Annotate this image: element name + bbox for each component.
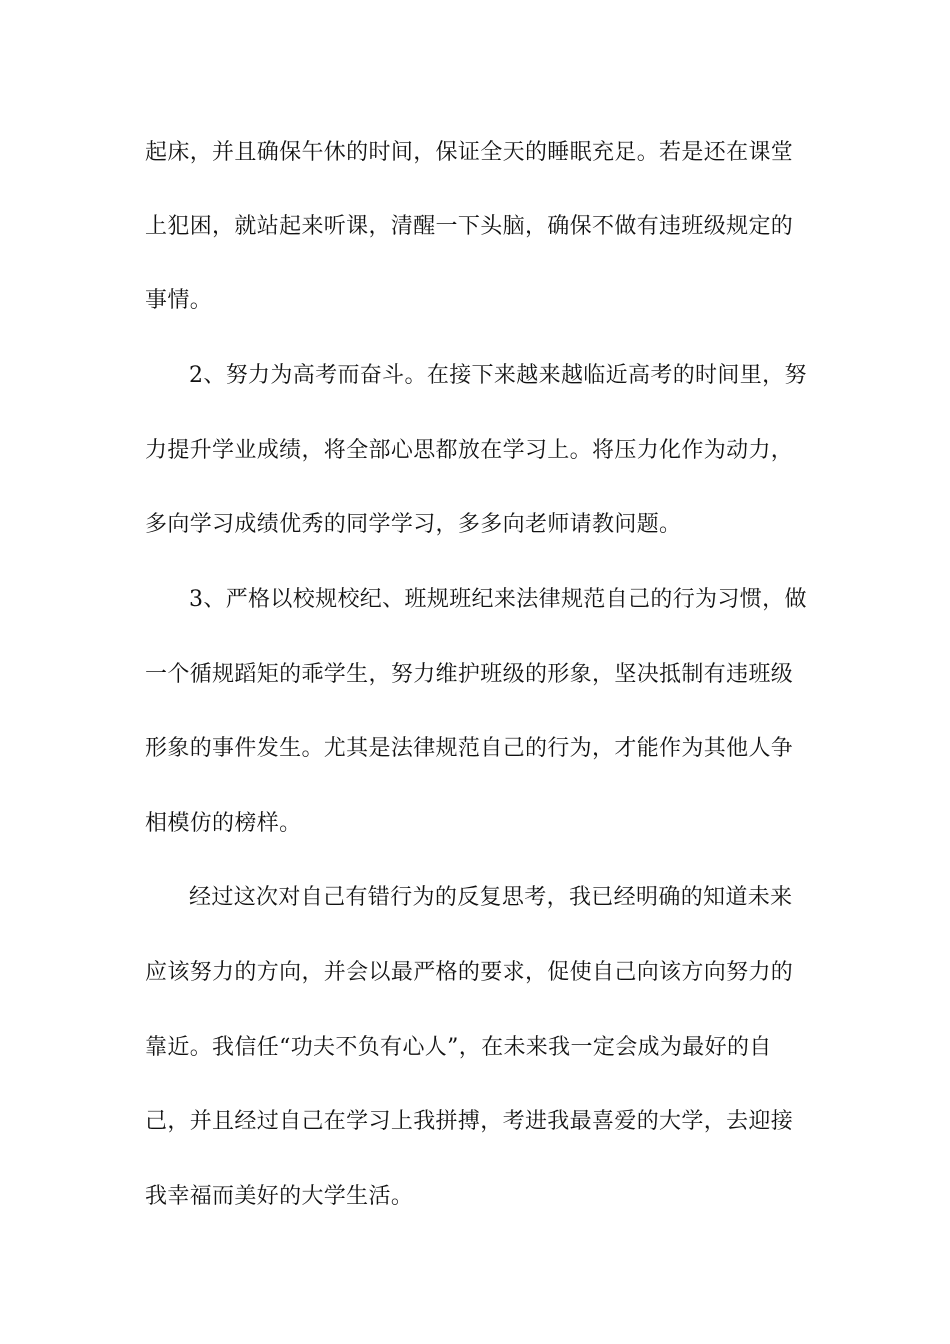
paragraph-first-line: 2、努力为高考而奋斗。在接下来越来越临近高考的时间里，努 [189, 363, 807, 388]
text-line: 事情。 [145, 288, 213, 313]
text-line: 起床，并且确保午休的时间，保证全天的睡眠充足。若是还在课堂 [145, 140, 794, 165]
text-line: 己，并且经过自己在学习上我拼搏，考进我最喜爱的大学，去迎接 [145, 1109, 794, 1134]
text-line: 多向学习成绩优秀的同学学习，多多向老师请教问题。 [145, 512, 682, 537]
text-line: 相模仿的榜样。 [145, 811, 302, 836]
text-line: 上犯困，就站起来听课，清醒一下头脑，确保不做有违班级规定的 [145, 214, 794, 239]
text-line: 形象的事件发生。尤其是法律规范自己的行为，才能作为其他人争 [145, 736, 794, 761]
text-line: 应该努力的方向，并会以最严格的要求，促使自己向该方向努力的 [145, 960, 794, 985]
text-line: 靠近。我信任“功夫不负有心人”，在未来我一定会成为最好的自 [145, 1035, 772, 1060]
text-line: 力提升学业成绩，将全部心思都放在学习上。将压力化作为动力， [145, 438, 794, 463]
text-line: 一个循规蹈矩的乖学生，努力维护班级的形象，坚决抵制有违班级 [145, 662, 794, 687]
paragraph-first-line: 经过这次对自己有错行为的反复思考，我已经明确的知道未来 [189, 885, 793, 910]
text-line: 我幸福而美好的大学生活。 [145, 1184, 414, 1209]
paragraph-first-line: 3、严格以校规校纪、班规班纪来法律规范自己的行为习惯，做 [189, 587, 807, 612]
